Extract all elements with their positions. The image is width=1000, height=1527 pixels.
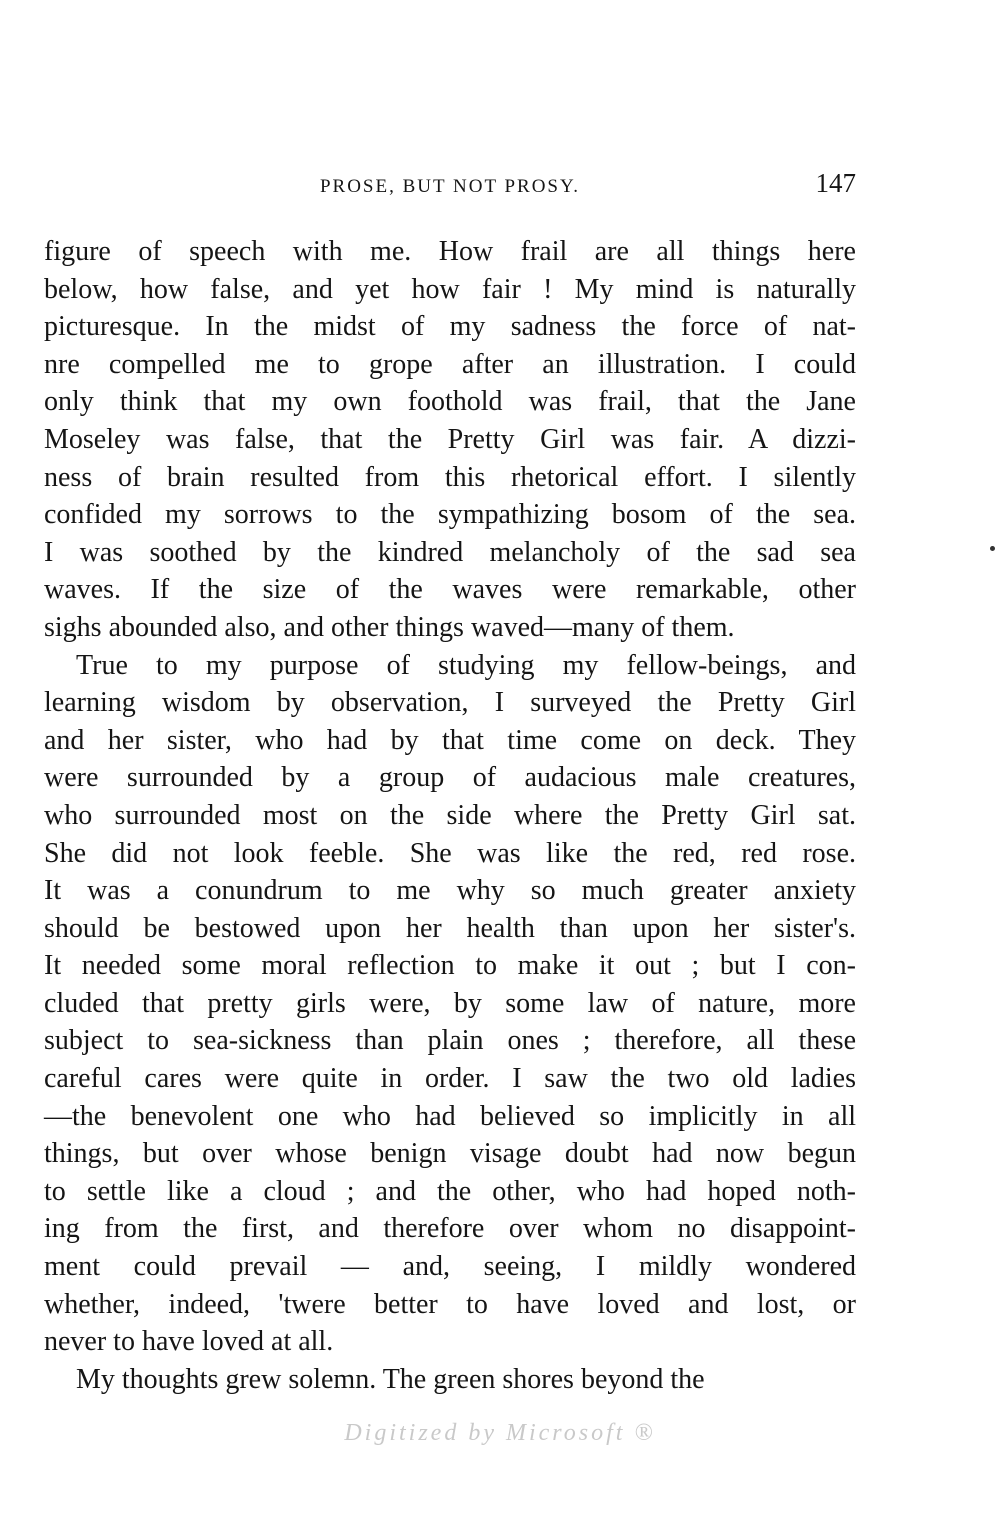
text-line: confided my sorrows to the sympathizing bosom of the sea. (44, 499, 856, 531)
text-line: waves. If the size of the waves were remarkable, other (44, 574, 856, 606)
running-head: PROSE, BUT NOT PROSY. (319, 176, 581, 197)
text-line: I was soothed by the kindred melancholy of the sad sea (44, 536, 856, 568)
text-line: subject to sea-sickness than plain ones ; therefore, all these (44, 1025, 856, 1057)
text-line: nre compelled me to grope after an illustration. I could (44, 348, 856, 380)
text-line: to settle like a cloud ; and the other, who had hoped noth- (44, 1175, 856, 1207)
text-line: learning wisdom by observation, I surveyed the Pretty Girl (44, 687, 856, 719)
body-text (44, 233, 856, 1398)
text-line: Moseley was false, that the Pretty Girl was fair. A dizzi- (44, 423, 856, 455)
text-line: only think that my own foothold was frail, that the Jane (44, 386, 856, 418)
text-line: It needed some moral reflection to make it out ; but I con- (44, 950, 856, 982)
text-line: things, but over whose benign visage doubt had now begun (44, 1138, 856, 1170)
text-line: careful cares were quite in order. I saw the two old ladies (44, 1063, 856, 1095)
text-line: ing from the first, and therefore over whom no disappoint- (44, 1213, 856, 1245)
text-line: picturesque. In the midst of my sadness the force of nat- (44, 311, 856, 343)
text-line: and her sister, who had by that time come on deck. They (44, 724, 856, 756)
text-line: who surrounded most on the side where the Pretty Girl sat. (44, 799, 856, 831)
paragraph-start-line: My thoughts grew solemn. The green shores beyond the (76, 1363, 705, 1395)
text-line: It was a conundrum to me why so much greater anxiety (44, 875, 856, 907)
text-line: never to have loved at all. (44, 1326, 334, 1358)
text-line: ment could prevail — and, seeing, I mildly wondered (44, 1251, 856, 1283)
text-line: below, how false, and yet how fair ! My mind is naturally (44, 273, 856, 305)
text-line: ness of brain resulted from this rhetorical effort. I silently (44, 461, 856, 493)
text-line: whether, indeed, 'twere better to have loved and lost, or (44, 1288, 856, 1320)
text-line: were surrounded by a group of audacious male creatures, (44, 762, 856, 794)
text-line: She did not look feeble. She was like the red, red rose. (44, 837, 856, 869)
scan-speck (990, 546, 995, 551)
text-line: should be bestowed upon her health than upon her sister's. (44, 912, 856, 944)
digitization-watermark: Digitized by Microsoft ® (344, 1420, 656, 1446)
text-line: sighs abounded also, and other things waved—many of them. (44, 611, 735, 643)
page-number: 147 (815, 168, 856, 198)
text-line: cluded that pretty girls were, by some law of nature, more (44, 987, 856, 1019)
text-line: —the benevolent one who had believed so implicitly in all (44, 1100, 856, 1132)
text-line: figure of speech with me. How frail are all things here (44, 236, 856, 267)
paragraph-start-line: True to my purpose of studying my fellow-beings, and (76, 649, 856, 681)
page-header (44, 168, 856, 208)
